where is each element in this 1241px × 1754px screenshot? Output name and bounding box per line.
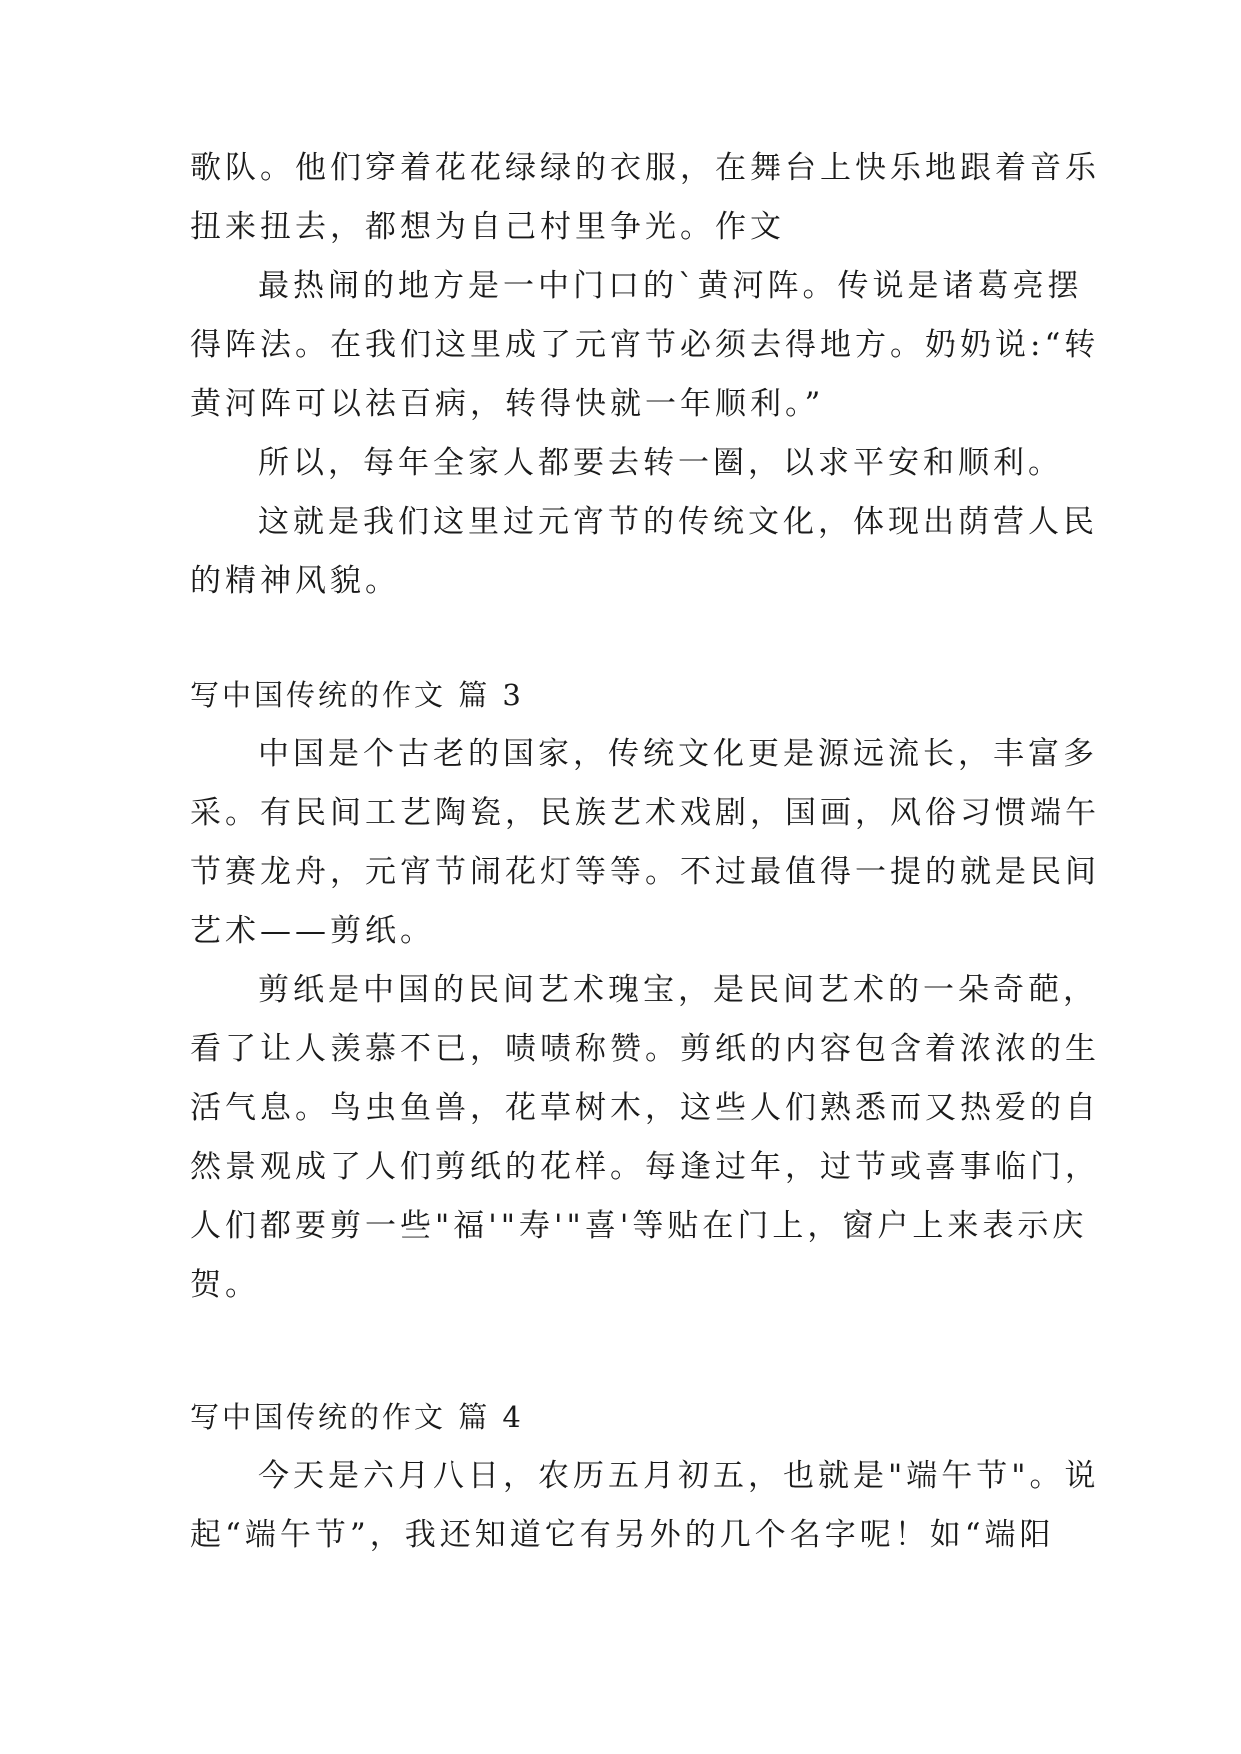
text-line: 的精神风貌。 <box>190 563 400 599</box>
essay-section-4 <box>190 1388 1100 1565</box>
text-line: 艺术——剪纸。 <box>190 913 435 949</box>
text-line: 最热闹的地方是一中门口的`黄河阵。传说是诸葛亮摆 <box>258 268 1083 304</box>
text-line: 歌队。他们穿着花花绿绿的衣服，在舞台上快乐地跟着音乐 <box>190 150 1100 186</box>
text-line: 贺。 <box>190 1267 260 1303</box>
text-line: 看了让人羡慕不已，啧啧称赞。剪纸的内容包含着浓浓的生 <box>190 1031 1100 1067</box>
section-heading: 写中国传统的作文 篇 4 <box>190 1400 524 1434</box>
text-line: 中国是个古老的国家，传统文化更是源远流长，丰富多 <box>258 736 1098 772</box>
text-line: 得阵法。在我们这里成了元宵节必须去得地方。奶奶说:“转 <box>190 327 1100 363</box>
text-line: 这就是我们这里过元宵节的传统文化，体现出荫营人民 <box>258 504 1098 540</box>
text-line: 扭来扭去，都想为自己村里争光。作文 <box>190 209 785 245</box>
text-line: 黄河阵可以祛百病，转得快就一年顺利。” <box>190 386 825 422</box>
text-line: 然景观成了人们剪纸的花样。每逢过年，过节或喜事临门， <box>190 1149 1100 1185</box>
text-line: 活气息。鸟虫鱼兽，花草树木，这些人们熟悉而又热爱的自 <box>190 1090 1100 1126</box>
text-line: 人们都要剪一些"福'"寿'"喜'等贴在门上，窗户上来表示庆 <box>190 1208 1088 1244</box>
section-heading: 写中国传统的作文 篇 3 <box>190 678 524 712</box>
text-line: 起“端午节”，我还知道它有另外的几个名字呢！如“端阳 <box>190 1517 1055 1553</box>
text-line: 节赛龙舟，元宵节闹花灯等等。不过最值得一提的就是民间 <box>190 854 1100 890</box>
text-line: 剪纸是中国的民间艺术瑰宝，是民间艺术的一朵奇葩， <box>258 972 1098 1008</box>
text-line: 采。有民间工艺陶瓷，民族艺术戏剧，国画，风俗习惯端午 <box>190 795 1100 831</box>
essay-continuation <box>190 139 1100 611</box>
essay-section-3 <box>190 666 1100 1315</box>
text-line: 今天是六月八日，农历五月初五，也就是"端午节"。说 <box>258 1458 1100 1494</box>
text-line: 所以，每年全家人都要去转一圈，以求平安和顺利。 <box>258 445 1063 481</box>
